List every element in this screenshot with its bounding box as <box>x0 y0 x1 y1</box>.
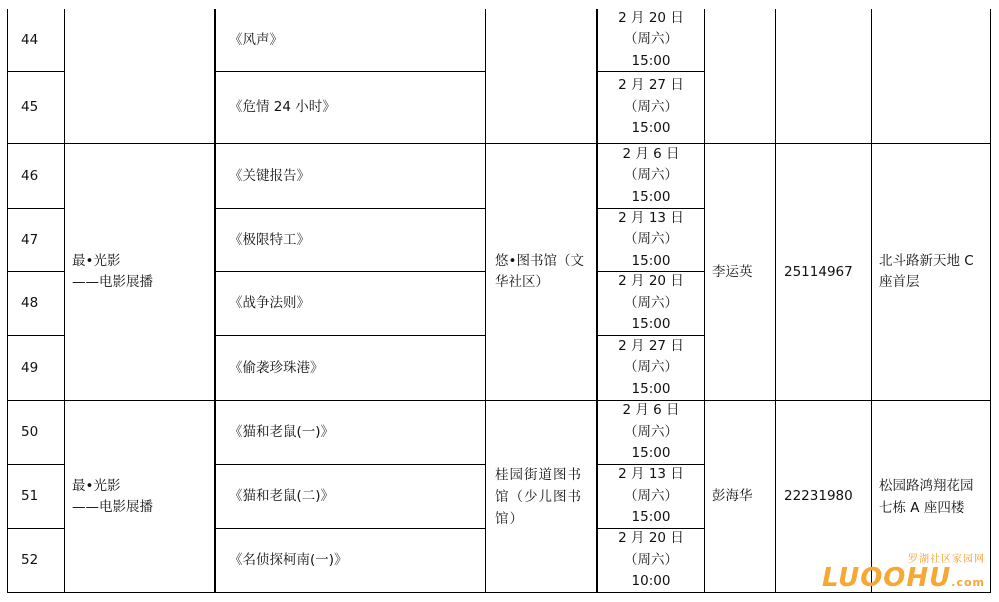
contact-cell-empty <box>705 9 776 144</box>
row-number: 45 <box>7 72 65 144</box>
movie-title: 《危情 24 小时》 <box>215 72 486 144</box>
contact-cell: 李运英 <box>705 144 776 401</box>
row-number: 52 <box>7 529 65 593</box>
date-cell: 2 月 20 日 （周六） 10:00 <box>597 529 705 593</box>
date-cell: 2 月 27 日 （周六） 15:00 <box>597 336 705 401</box>
program-cell: 最•光影 ——电影展播 <box>65 401 215 593</box>
row-number: 44 <box>7 9 65 72</box>
row-number: 51 <box>7 465 65 529</box>
row-number: 47 <box>7 209 65 272</box>
movie-title: 《名侦探柯南(一)》 <box>215 529 486 593</box>
program-cell: 最•光影 ——电影展播 <box>65 144 215 401</box>
movie-title: 《猫和老鼠(一)》 <box>215 401 486 465</box>
row-number: 50 <box>7 401 65 465</box>
row-number: 48 <box>7 272 65 336</box>
date-cell: 2 月 6 日 （周六） 15:00 <box>597 144 705 209</box>
address-cell: 松园路鸿翔花园七栋 A 座四楼 <box>872 401 991 593</box>
movie-title: 《猫和老鼠(二)》 <box>215 465 486 529</box>
movie-title: 《风声》 <box>215 9 486 72</box>
program-cell-empty <box>65 9 215 144</box>
watermark-site-name: 罗湖社区家园网 <box>908 554 985 565</box>
movie-title: 《极限特工》 <box>215 209 486 272</box>
row-number: 49 <box>7 336 65 401</box>
venue-cell-empty <box>486 9 597 144</box>
venue-cell: 悠•图书馆（文华社区） <box>486 144 597 401</box>
movie-title: 《关键报告》 <box>215 144 486 209</box>
movie-title: 《偷袭珍珠港》 <box>215 336 486 401</box>
date-cell: 2 月 13 日 （周六） 15:00 <box>597 209 705 272</box>
phone-cell: 22231980 <box>776 401 872 593</box>
row-number: 46 <box>7 144 65 209</box>
address-cell-empty <box>872 9 991 144</box>
phone-cell-empty <box>776 9 872 144</box>
date-cell: 2 月 6 日 （周六） 15:00 <box>597 401 705 465</box>
date-cell: 2 月 20 日 （周六） 15:00 <box>597 272 705 336</box>
date-cell: 2 月 20 日 （周六） 15:00 <box>597 9 705 72</box>
contact-cell: 彭海华 <box>705 401 776 593</box>
movie-title: 《战争法则》 <box>215 272 486 336</box>
watermark-logo: LUOOHU.com <box>821 563 985 593</box>
phone-cell: 25114967 <box>776 144 872 401</box>
date-cell: 2 月 27 日 （周六） 15:00 <box>597 72 705 144</box>
date-cell: 2 月 13 日 （周六） 15:00 <box>597 465 705 529</box>
address-cell: 北斗路新天地 C 座首层 <box>872 144 991 401</box>
venue-cell: 桂园街道图书馆（少儿图书馆） <box>486 401 597 593</box>
site-watermark <box>822 550 985 596</box>
